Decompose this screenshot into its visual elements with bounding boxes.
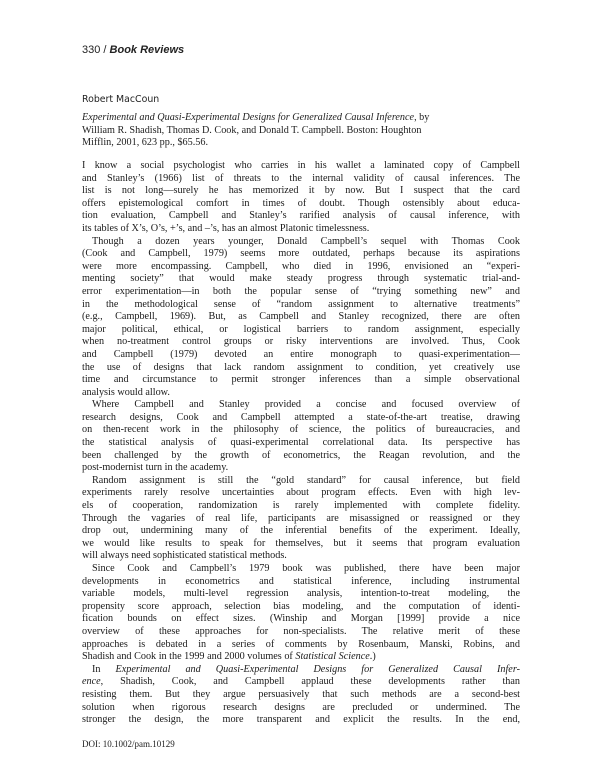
text-line: tion evaluation, Campbell and Stanley’s rarified analysis of causal inference, with: [82, 210, 520, 222]
text-line: been challenged by the growth of econometrics, the Reagan revolution, and the: [82, 449, 520, 461]
text-line: menting society” that would make steady progress through systematic trial-and-: [82, 273, 520, 285]
text-line: variable models, multi-level regression analysis, intention-to-treat modeling, the: [82, 588, 520, 600]
text-line: Since Cook and Campbell’s 1979 book was published, there have been major: [92, 563, 520, 574]
text-line: resisting them. But they argue persuasively that such methods are a second-best: [82, 688, 520, 700]
text-line: ence, Shadish, Cook, and Campbell applaud these developments rather than: [82, 676, 520, 688]
text-line: els of cooperation, randomization is rarely implemented with complete fidelity.: [82, 500, 520, 512]
text-line: time and circumstance to permit stronger inferences than a simple observational: [82, 374, 520, 386]
text-line: we would like results to speak for themselves, but it seems that program evaluation: [82, 537, 520, 549]
text-line: were more encompassing. Campbell, who died in 1996, envisioned an “experi-: [82, 260, 520, 272]
text-line: major political, ethical, or logistical barriers to random assignment, especially: [82, 323, 520, 335]
review-body: [82, 160, 520, 727]
text-line: analysis would allow.: [82, 386, 170, 398]
text-line: drop out, undermining many of the inferential benefits of the experiment. Ideally,: [82, 525, 520, 537]
text-line: approaches is debated in a series of comments by Rosenbaum, Manski, Robins, and: [82, 638, 520, 650]
text-line: and Stanley’s (1966) list of threats to the internal validity of causal inferences. The: [82, 172, 520, 184]
text-line: overview of these approaches for non-specialists. The relative merit of these: [82, 625, 520, 637]
text-line: Where Campbell and Stanley provided a concise and focused overview of: [92, 399, 520, 411]
text-line: when no-treatment control groups or risky interventions are involved. Thus, Cook: [82, 336, 520, 348]
text-line: offers epistemological comfort in times of doubt. Though ostensibly about educa-: [82, 197, 520, 209]
running-head-separator: /: [100, 44, 110, 56]
citation-line: Experimental and Quasi-Experimental Designs for Generalized Causal Inference, by: [82, 112, 430, 123]
text-line: the use of designs that lack random assignment to condition, yet creatively use: [82, 361, 520, 373]
text-line: list is not long—surely he has memorized it by now. But I suspect that the card: [82, 185, 520, 197]
section-title: Book Reviews: [109, 44, 185, 56]
citation-line: William R. Shadish, Thomas D. Cook, and Donald T. Campbell. Boston: Houghton: [82, 124, 422, 136]
book-title-inline: ence: [82, 676, 101, 688]
doi-footer: DOI: 10.1002/pam.10129: [82, 739, 175, 749]
running-head: [82, 44, 184, 56]
reviewer-name: Robert MacCoun: [82, 94, 160, 105]
text-line: the statistical analysis of quasi-experimental correlational data. Its perspective has: [82, 437, 520, 449]
book-title-inline: Experimental and Quasi-Experimental Designs for Generalized Causal Infer-: [115, 663, 520, 675]
text-line: Random assignment is still the “gold standard” for causal inference, but field: [92, 474, 520, 486]
text-line: Though a dozen years younger, Donald Campbell’s sequel with Thomas Cook: [92, 235, 520, 247]
text-line: Through the vagaries of real life, participants are misassigned or reassigned or they: [82, 512, 520, 524]
text-line: solution when rigorous research designs are precluded or undermined. The: [82, 701, 520, 713]
text-line: post-modernist turn in the academy.: [82, 462, 229, 474]
journal-title: Statistical Science: [295, 651, 370, 663]
text-line: developments in econometrics and statistical inference, including instrumental: [82, 575, 520, 587]
text-line: on then-recent work in the philosophy of science, the politics of bureaucracies, and: [82, 424, 520, 436]
text-line: will always need sophisticated statistical methods.: [82, 550, 287, 562]
page-number: 330: [82, 44, 101, 56]
text-line: In Experimental and Quasi-Experimental Designs for Generalized Causal Infer-: [92, 663, 520, 675]
citation-line: Mifflin, 2001, 623 pp., $65.56.: [82, 137, 209, 149]
text-line: Shadish and Cook in the 1999 and 2000 volumes of Statistical Science.): [82, 651, 376, 663]
text-line: (e.g., Campbell, 1969). But, as Campbell and Stanley recognized, there are often: [82, 311, 520, 323]
text-line: and Campbell (1979) devoted an entire monograph to quasi-experimentation—: [82, 348, 520, 360]
text-line: fication bounds on effect sizes. (Winship and Morgan [1999] provide a nice: [82, 613, 520, 625]
text-line: its tables of X’s, O’s, +’s, and –’s, has an almost Platonic timelessness.: [82, 222, 370, 234]
text-line: (Cook and Campbell, 1979) seems more outdated, perhaps because its aspirations: [82, 248, 520, 260]
text-line: research designs, Cook and Campbell attempted a state-of-the-art treatise, drawing: [82, 411, 520, 423]
book-title: Experimental and Quasi-Experimental Designs for Generalized Causal Inference: [82, 112, 415, 123]
text-line: experiments rarely resolve uncertainties about program effects. Even with high lev-: [82, 487, 520, 499]
text-line: error experimentation—in both the popular sense of “trying something new” and: [82, 285, 520, 297]
text-line: propensity score approach, selection bias modeling, and the computation of identi-: [82, 600, 520, 612]
text-line: stronger the design, the more transparent and explicit the results. In the end,: [82, 714, 520, 726]
book-citation: [82, 112, 522, 150]
text-line: I know a social psychologist who carries in his wallet a laminated copy of Campbell: [82, 160, 520, 171]
text-line: in the methodological sense of “random assignment to alternative treatments”: [82, 298, 520, 310]
